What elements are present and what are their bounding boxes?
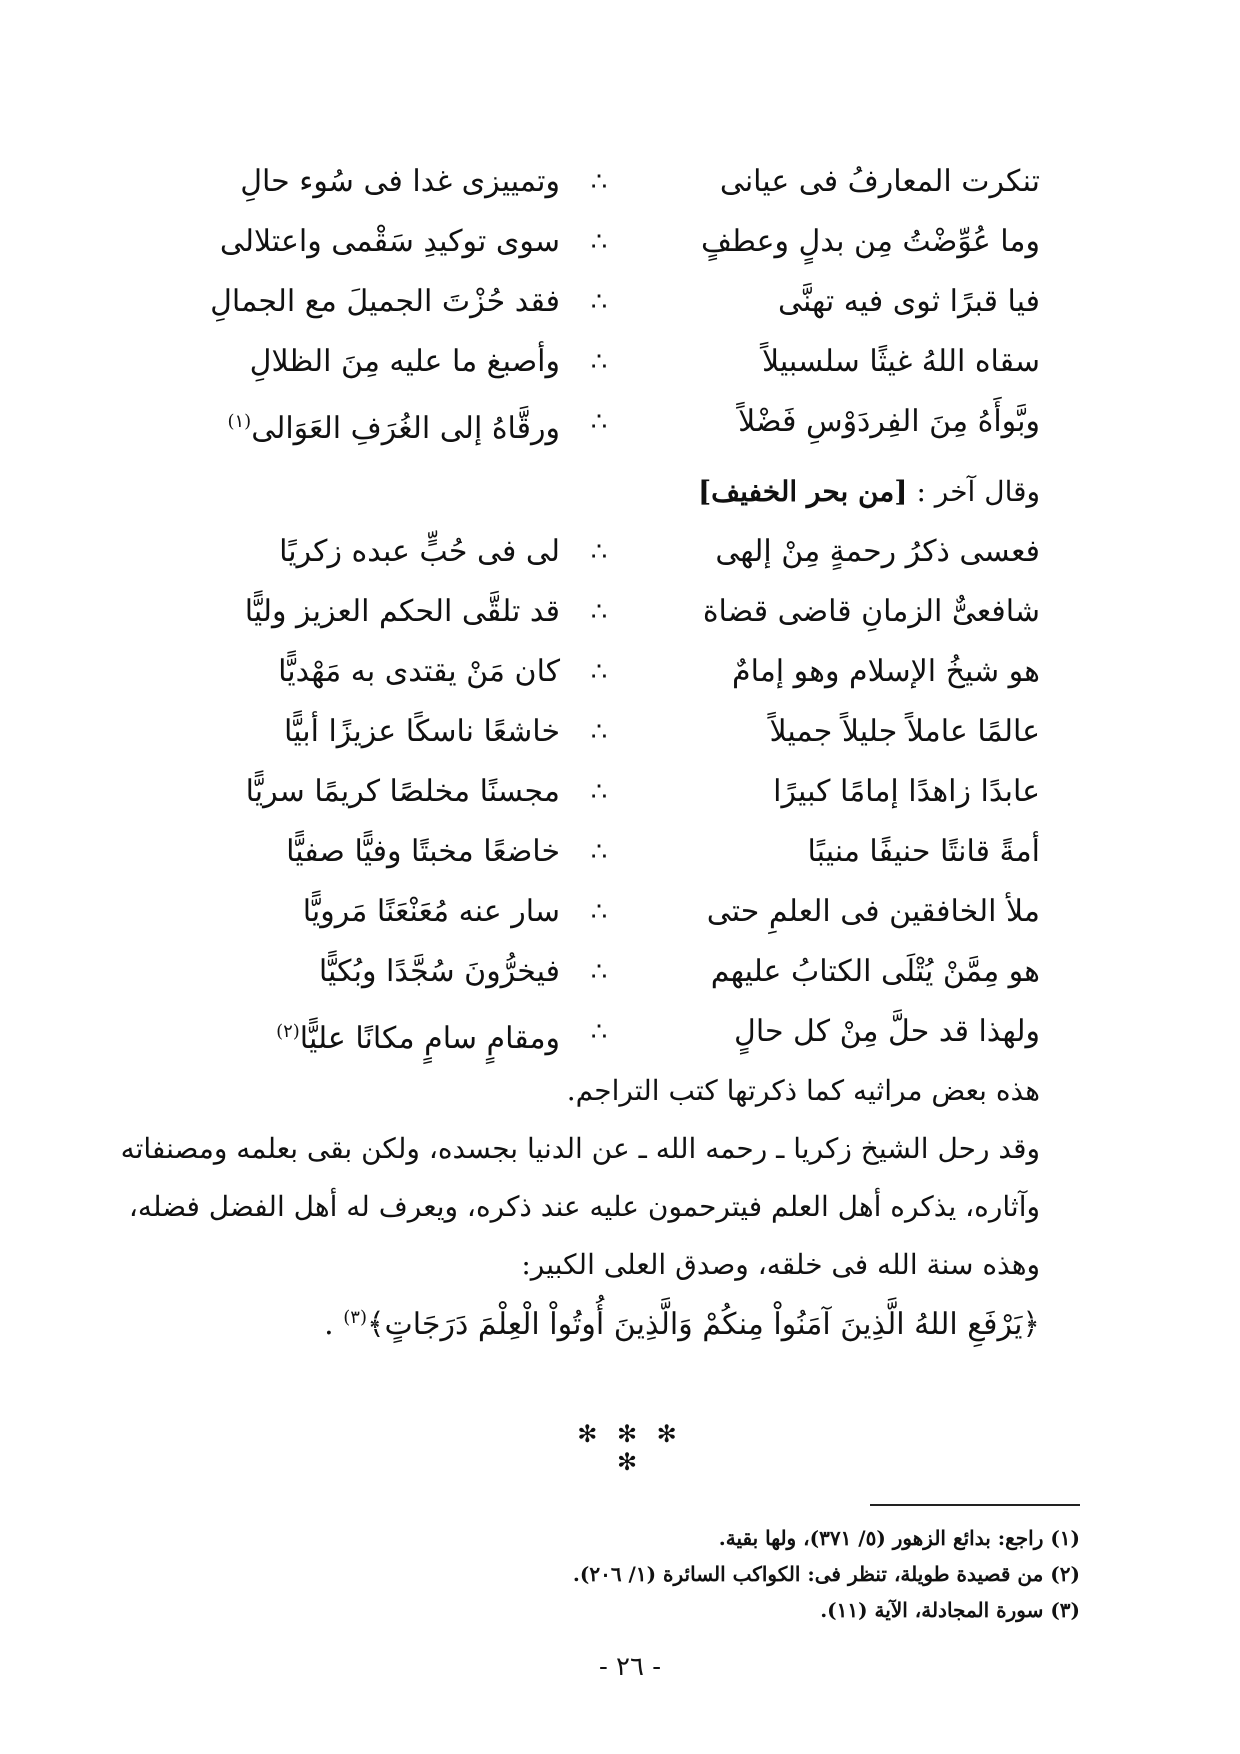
verse-second-hemistich: ومقامٍ سامٍ مكانًا عليًّا$^{(٢)}$ [276,1021,560,1056]
verse-first-hemistich: تنكرت المعارفُ فى عيانى [719,164,1040,199]
verse-separator: ∴ [590,717,610,747]
footnote: (٣) سورة المجادلة، الآية (١١). [820,1598,1080,1622]
verse-first-hemistich: هو مِمَّنْ يُتْلَى الكتابُ عليهم [710,954,1040,989]
verse-separator: ∴ [590,777,610,807]
verse-row [180,762,1040,822]
verse-second-hemistich: لى فى حُبٍّ عبده زكريًا [279,534,560,569]
quran-text: ﴿يَرْفَعِ اللهُ الَّذِينَ آمَنُواْ مِنكُمْ وَالَّذِينَ أُوتُواْ الْعِلْمَ دَرَجَاتٍ﴾ [366,1307,1040,1342]
verse-separator: ∴ [590,657,610,687]
footnote-ref[interactable]: (١) [227,411,252,432]
prose-line: وقد رحل الشيخ زكريا ـ رحمه الله ـ عن الدنيا بجسده، ولكن بقى بعلمه ومصنفاته [120,1132,1040,1165]
quran-end: . [324,1307,344,1342]
verse-first-hemistich: فعسى ذكرُ رحمةٍ مِنْ إلهى [715,534,1040,569]
verse-row [180,642,1040,702]
verse-separator: ∴ [590,1017,610,1047]
footnote-ref[interactable]: (٣) [343,1307,367,1328]
verse-first-hemistich: هو شيخُ الإسلام وهو إمامٌ [732,654,1040,689]
section-divider-stars: ✻ ✻ ✻ ✻ [577,1420,683,1476]
verse-second-hemistich: ورقَّاهُ إلى الغُرَفِ العَوَالى$^{(١)}$ [227,411,560,446]
verse-separator: ∴ [590,167,610,197]
verse-second-hemistich: فيخرُّونَ سُجَّدًا وبُكيًّا [318,954,560,989]
verse-row [180,1002,1040,1062]
meter-label: [من بحر الخفيف] [697,475,908,508]
verse-separator: ∴ [590,957,610,987]
verse-separator: ∴ [590,407,610,437]
verse-second-hemistich: مجسنًا مخلصًا كريمًا سريًّا [245,774,560,809]
verse-separator: ∴ [590,537,610,567]
verse-second-hemistich: فقد حُزْتَ الجميلَ مع الجمالِ [210,284,560,319]
verse-second-hemistich: سار عنه مُعَنْعَنًا مَرويًّا [302,894,560,929]
footnote: (١) راجع: بدائع الزهور (٥/ ٣٧١)، ولها بقية. [718,1526,1080,1550]
verse-row [180,882,1040,942]
verse-first-hemistich: شافعىٌّ الزمانِ قاضى قضاة [702,594,1040,629]
verse-separator: ∴ [590,287,610,317]
verse-second-hemistich: خاضعًا مخبتًا وفيًّا صفيًّا [286,834,560,869]
verse-first-hemistich: عالمًا عاملاً جليلاً جميلاً [769,714,1040,749]
verse-first-hemistich: سقاه اللهُ غيثًا سلسبيلاً [761,344,1040,379]
verse-second-hemistich: قد تلقَّى الحكم العزيز وليًّا [244,594,560,629]
verse-second-hemistich: وتمييزى غدا فى سُوء حالِ [240,164,560,199]
footnote-ref[interactable]: (٢) [276,1021,300,1042]
heading-text: وقال آخر : [907,475,1040,508]
verse-first-hemistich: عابدًا زاهدًا إمامًا كبيرًا [773,774,1040,809]
verse-second-hemistich: سوى توكيدِ سَقْمى واعتلالى [219,224,560,259]
verse-row [180,822,1040,882]
verse-separator: ∴ [590,227,610,257]
verse-first-hemistich: ولهذا قد حلَّ مِنْ كل حالٍ [734,1014,1040,1049]
quran-verse [140,1288,1040,1355]
verse-first-hemistich: فيا قبرًا ثوى فيه تهنَّى [777,284,1040,319]
verse-row [180,392,1040,452]
verse-first-hemistich: ملأ الخافقين فى العلمِ حتى [706,894,1040,929]
verse-first-hemistich: أمةً قانتًا حنيفًا منيبًا [807,834,1040,869]
verse-row [180,332,1040,392]
verse-first-hemistich: وما عُوِّضْتُ مِن بدلٍ وعطفٍ [700,224,1040,259]
footnote-rule [870,1504,1080,1506]
verse-separator: ∴ [590,837,610,867]
verse-first-hemistich: وبَّوأَهُ مِنَ الفِردَوْسِ فَضْلاً [738,404,1040,439]
verse-second-hemistich: كان مَنْ يقتدى به مَهْديًّا [278,654,560,689]
prose-line: وآثاره، يذكره أهل العلم فيترحمون عليه عند ذكره، ويعرف له أهل الفضل فضله، [128,1190,1040,1223]
verse-row [180,272,1040,332]
verse-row [180,522,1040,582]
prose-paragraph [120,1062,1040,1294]
page-number: - ٢٦ - [598,1652,662,1682]
prose-line: هذه بعض مراثيه كما ذكرتها كتب التراجم. [566,1074,1040,1107]
footnote: (٢) من قصيدة طويلة، تنظر فى: الكواكب السائرة (١/ ٢٠٦). [572,1562,1080,1586]
verse-row [180,942,1040,1002]
verse-second-hemistich: وأصبغ ما عليه مِنَ الظلالِ [249,344,560,379]
verse-second-hemistich: خاشعًا ناسكًا عزيزًا أبيًّا [284,714,560,749]
verse-row [180,212,1040,272]
poem-heading [180,472,1040,512]
verse-row [180,702,1040,762]
verse-row [180,152,1040,212]
verse-separator: ∴ [590,897,610,927]
verse-separator: ∴ [590,597,610,627]
verse-row [180,582,1040,642]
prose-line: وهذه سنة الله فى خلقه، وصدق العلى الكبير: [521,1248,1040,1281]
footnotes [180,1520,1080,1628]
verse-separator: ∴ [590,347,610,377]
